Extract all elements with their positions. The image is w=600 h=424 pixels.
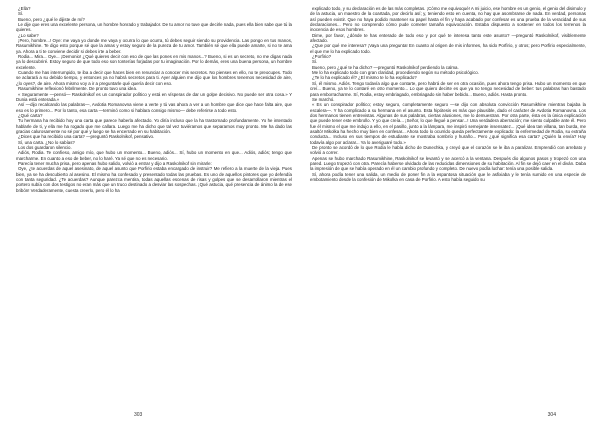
paragraph: Se marchó.: [312, 96, 335, 102]
paragraph: ¿Qué carta?: [18, 112, 43, 118]
paragraph: Sí, él mismo. Adiós. Tengo todavía algo que contarte, pero habrá de ser en otra ocasión, pues ahora tengo prisa. Hubo un momento en que creí... Bueno, ya te lo contaré en otro momento... Lo que quiero decirte es que ya no tengo necesidad de beber: tus palabras han bastado para emborracharme. Sí, Rodia, estoy embriagado, embriagado sin haber bebido... Bueno, adiós. Hasta pronto.: [310, 80, 586, 97]
paragraph: explicado todo, y su declaración es de las más completas. ¡Cómo me equivoqué! A mi juicio, ese hombre es un genio, el genio del disimulo y de la astucia, un maestro de la coartada, por decirlo así; y, teniendo esto en cuenta, no hay que asombrarse de nada. En verdad, personas así pueden existir. Que no haya podido mantener su papel hasta el fin y haya acabado por confesar es una prueba de la veracidad de sus declaraciones... Pero no comprendo cómo pude cometer tamaña equivocación. Estaba dispuesto a sostener en todos los terrenos la inocencia de esos hombres.: [310, 6, 586, 33]
paragraph: ¡Pero, hombre...! Oye: me vaya yo donde me vaya y ocurra lo que ocurra, tú debes seguir siendo su providencia. Las pongo en tus manos, Rasumikhine. Te digo esto porque sé que la amas y estoy seguro de la pureza de tu amor. También sé que ella puede amarte, si no te ama ya. Ahora a ti te conviene decidir si debes irte a beber.: [16, 38, 292, 54]
paragraph: ¿Porfirio?: [312, 54, 332, 60]
right-page: [310, 6, 586, 424]
paragraph: ¿Lo sabe?: [18, 32, 39, 38]
paragraph: « Es un conspirador político; estoy seguro, completamente seguro —se dijo con absoluta convicción Rasumikhine mientras bajaba la escalera—. Y ha complicado a su hermana en el asunto. Esta hipótesis es más que plausible, dado el carácter de Avdotia Romanovna. Los dos hermanos tienen entrevistas. Algunas de sus palabras, ciertas alusiones, me lo demuestran. Por otra parte, ésta es la única explicación que puede tener este embrollo. Y yo que creía... ¡Señor, lo que llegué a pensar...! Una verdadera aberración; me siento culpable ante él. Pero fue él mismo el que me indujo a ello, en el pasillo, junto a la lámpara, me inspiró semejante insensatez... ¡Qué idea tan villana, tan burda, me asaltó! Mikolka ha hecho muy bien en confesar... Ahora todo lo ocurrido queda perfectamente explicado: la enfermedad de Rodia, su extraña conducta... Incluso en sus tiempos de estudiante se mostraba sombrío y huraño... Pero ¿qué significa esa carta? ¿Quién la envía? Hay todavía algo por aclarar... Ya lo averiguaré todo.»: [310, 102, 586, 145]
paragraph: Apenas se hubo marchado Rasumikhine, Raskolnikof se levantó y se acercó a la ventana. Después dio algunos pasos y tropezó con una pared. Luego tropezó con otra. Parecía haberse olvidado de las reducidas dimensiones de su habitación. Al fin se dejó caer en el diván. Daba la impresión de que se había operado en él un cambio profundo y completo. De nuevo podía luchar: tenía una posible salida.: [310, 155, 586, 172]
paragraph: ¿Ella?: [18, 6, 31, 11]
paragraph: ¿Dices que ha recibido una carta? —preguntó Raskolnikof, pensativo.: [18, 134, 155, 140]
paragraph: Rodia... Mira... Oye... ¡Demonio! ¿Qué quieres decir con eso de que las pones en mis manos...? Bueno, si es un secreto, no me digas nada ya lo descubriré. Estoy seguro de que todo eso son tonterías forjadas por tu imaginación. Por lo demás, eres una buena persona, un hombre excelente.: [16, 54, 292, 70]
left-page: [16, 6, 292, 424]
paragraph: Así —dijo recalcando las palabras—, Avdotia Romanovna viene a verte y tú vas ahora a ver a un hombre que dice que hace falta aire, que eso es lo primero... Por lo tanto, esa carta —terminó como si hablara consigo mismo— debe referirse a todo esto.: [16, 102, 292, 113]
paragraph: Tu hermana ha recibido hoy una carta que parece haberla afectado. Yo diría incluso que la ha trastornado profundamente. Yo he intentado hablarle de ti, y ella me ha rogado que me callara. Luego me ha dicho que tal vez tuviéramos que separarnos muy pronto. Me ha dado las gracias calurosamente no sé por qué y luego se ha encerrado en su habitación.: [16, 118, 292, 134]
paragraph: Parecía tener mucha prisa, pero apenas hubo salido, volvió a entrar y dijo a Raskolnikof sin mirarle:: [18, 160, 212, 166]
paragraph: Sí.: [18, 11, 24, 17]
paragraph: ¿Que por qué me interesa? ¡Vaya una pregunta! En cuanto al origen de mis informes, ha sido Porfirio, y otros; pero Porfirio especialmente, el que me lo ha explicado todo.: [310, 43, 586, 54]
paragraph: Me lo ha explicado todo con gran claridad, procediendo según su método psicológico.: [312, 70, 479, 76]
paragraph: Bueno, pero ¿qué le dijiste de mí?: [18, 16, 85, 22]
paragraph: Rasumikhine reflexionó febrilmente. De pronto tuvo una idea.: [18, 86, 138, 92]
right-page-text: [310, 6, 586, 182]
paragraph: « Seguramente —pensó— Raskolnikof es un conspirador político y está en vísperas de dar un golpe decisivo. No puede ser otra cosa.» Y Dunia está enterada.»: [16, 91, 292, 102]
right-page-number: 304: [547, 412, 556, 418]
paragraph: Sí, una carta. ¿No lo sabías?: [18, 139, 75, 145]
paragraph: Sí.: [312, 59, 318, 65]
paragraph: Sí, ahora podía tener una salida, un medio de poner fin a la espantosa situación que le asfixiaba y le tenía sumido en una especie de embotamiento desde la confesión de Mikolka en casa de Porfirio. A esto había seguido su: [310, 171, 586, 182]
paragraph: Dime, por favor, ¿dónde te has enterado de todo eso y por qué te interesa tanto este asunto? —preguntó Raskolnikof, visiblemente afectado.: [310, 32, 586, 44]
paragraph: ¿Te lo ha explicado él? ¿El mismo te lo ha explicado?: [312, 75, 417, 81]
paragraph: Oye, ¿te acuerdas de aquel asesinato, de aquel asunto que Porfirio estaba encargado de instruir? Me refiero a la muerte de la vieja. Pues bien, ya se ha descubierto al asesino. El mismo ha confesado y presentado todas las pruebas. Es uno de aquellos pintores que yo defendía con tanta seguridad. ¿Te acuerdas? Aunque parezca mentira, todas aquellas escenas de risas y golpes que se desarrollaron mientras el portero subía con dos testigos no eran más que un truco destinado a desviar las sospechas. ¡Qué astucia, qué presencia de ánimo la de ese bribón! Verdaderamente, cuesta creerlo, pero él lo ha: [16, 166, 292, 193]
paragraph: Le dije que eres una excelente persona, un hombre honrado y trabajador. De tu amor no tuve que decirle nada, pues ella bien sabe que tú la quieres.: [16, 22, 292, 33]
left-page-number: 303: [134, 412, 143, 418]
paragraph: De pronto se acordó de lo que Rodia le había dicho de Dunechka, y creyó que el corazón se le iba a paralizar. Emprendió con arrebato y volvió a correr.: [310, 144, 586, 156]
paragraph: Cuando me has interrumpido, te iba a decir que haces bien en renunciar a conocer mis secretos. No pienses en ello, no te preocupes. Todo se aclarará a su debido tiempo, y entonces ya no habrá secretos para ti. Ayer alguien me dijo que los hombres tenemos necesidad de aire, ¿lo oyes?, de aire. Ahora mismo voy a ir a preguntarle qué quería decir con eso.: [16, 70, 292, 86]
paragraph: Los dos guardaron silencio.: [18, 144, 72, 150]
paragraph: Adiós, Rodia. Te confieso, amigo mío, que hubo un momento... Bueno, adiós... Sí, hubo un momento en que... Adiós, adiós; tengo que marcharme. En cuanto a eso de beber, no lo haré. Ya sé que no es necesario.: [16, 150, 292, 161]
paragraph: Bueno, pero ¿qué te ha dicho? —preguntó Raskolnikof perdiendo la calma.: [312, 64, 459, 70]
left-page-text: [16, 6, 292, 193]
